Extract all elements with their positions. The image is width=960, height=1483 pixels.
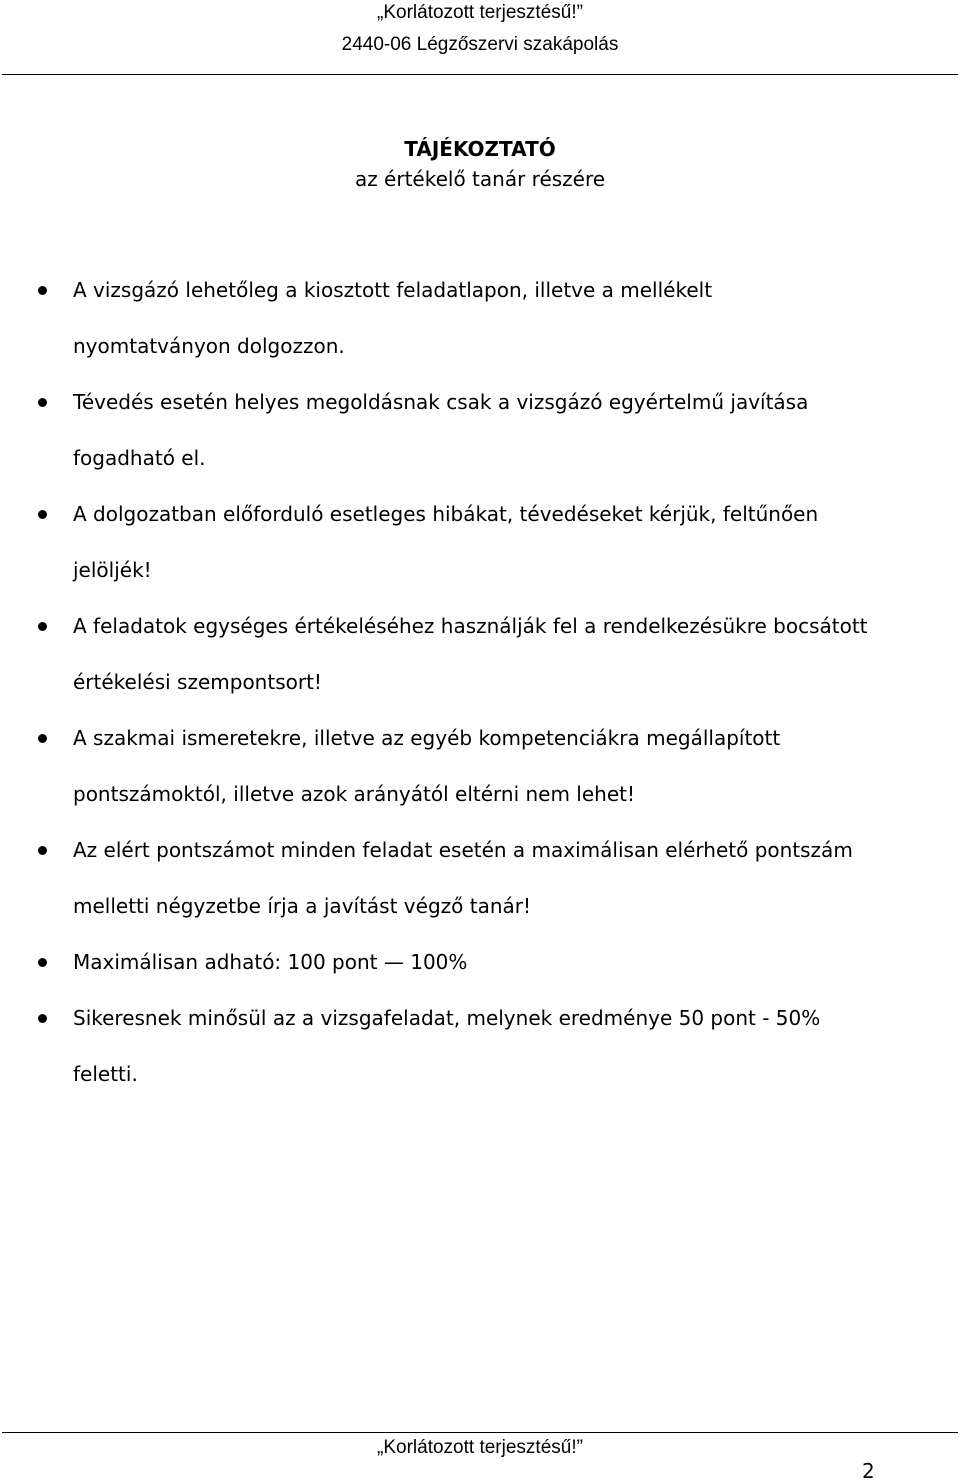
document-title: TÁJÉKOZTATÓ — [404, 137, 556, 161]
list-item-line: A feladatok egységes értékeléséhez használják fel a rendelkezésükre bocsátott — [73, 614, 868, 638]
list-item-line: Az elért pontszámot minden feladat esetén a maximálisan elérhető pontszám — [73, 838, 853, 862]
bullet-icon — [38, 1014, 47, 1023]
list-item — [0, 262, 960, 374]
bullet-icon — [38, 510, 47, 519]
list-item-line: nyomtatványon dolgozzon. — [73, 334, 345, 358]
list-item — [0, 374, 960, 486]
list-item — [0, 934, 960, 990]
list-item — [0, 710, 960, 822]
bullet-icon — [38, 398, 47, 407]
instruction-list — [0, 262, 960, 1102]
list-item — [0, 822, 960, 934]
list-item-line: Tévedés esetén helyes megoldásnak csak a vizsgázó egyértelmű javítása — [73, 390, 809, 414]
list-item-line: fogadható el. — [73, 446, 206, 470]
list-item-line: A szakmai ismeretekre, illetve az egyéb kompetenciákra megállapított — [73, 726, 781, 750]
list-item-line: melletti négyzetbe írja a javítást végző tanár! — [73, 894, 531, 918]
list-item-line: értékelési szempontsort! — [73, 670, 322, 694]
list-item-line: A dolgozatban előforduló esetleges hibákat, tévedéseket kérjük, feltűnően — [73, 502, 819, 526]
page-header — [0, 0, 960, 76]
distribution-notice: „Korlátozott terjesztésű!” — [377, 2, 583, 23]
page-number: 2 — [862, 1459, 875, 1483]
bullet-icon — [38, 734, 47, 743]
list-item-line: feletti. — [73, 1062, 138, 1086]
title-block — [0, 133, 960, 193]
list-item-line: A vizsgázó lehetőleg a kiosztott feladatlapon, illetve a mellékelt — [73, 278, 713, 302]
footer-notice: „Korlátozott terjesztésű!” — [377, 1437, 583, 1458]
list-item — [0, 598, 960, 710]
bullet-icon — [38, 846, 47, 855]
list-item — [0, 990, 960, 1102]
list-item-line: Maximálisan adható: 100 pont — 100% — [73, 950, 468, 974]
list-item-line: jelöljék! — [73, 558, 152, 582]
header-divider — [2, 74, 958, 75]
list-item — [0, 486, 960, 598]
bullet-icon — [38, 958, 47, 967]
footer-divider — [2, 1432, 958, 1433]
bullet-icon — [38, 622, 47, 631]
list-item-line: Sikeresnek minősül az a vizsgafeladat, melynek eredménye 50 pont - 50% — [73, 1006, 821, 1030]
list-item-line: pontszámoktól, illetve azok arányától eltérni nem lehet! — [73, 782, 636, 806]
bullet-icon — [38, 286, 47, 295]
document-subtitle: az értékelő tanár részére — [354, 167, 606, 191]
course-title: 2440-06 Légzőszervi szakápolás — [341, 34, 619, 55]
